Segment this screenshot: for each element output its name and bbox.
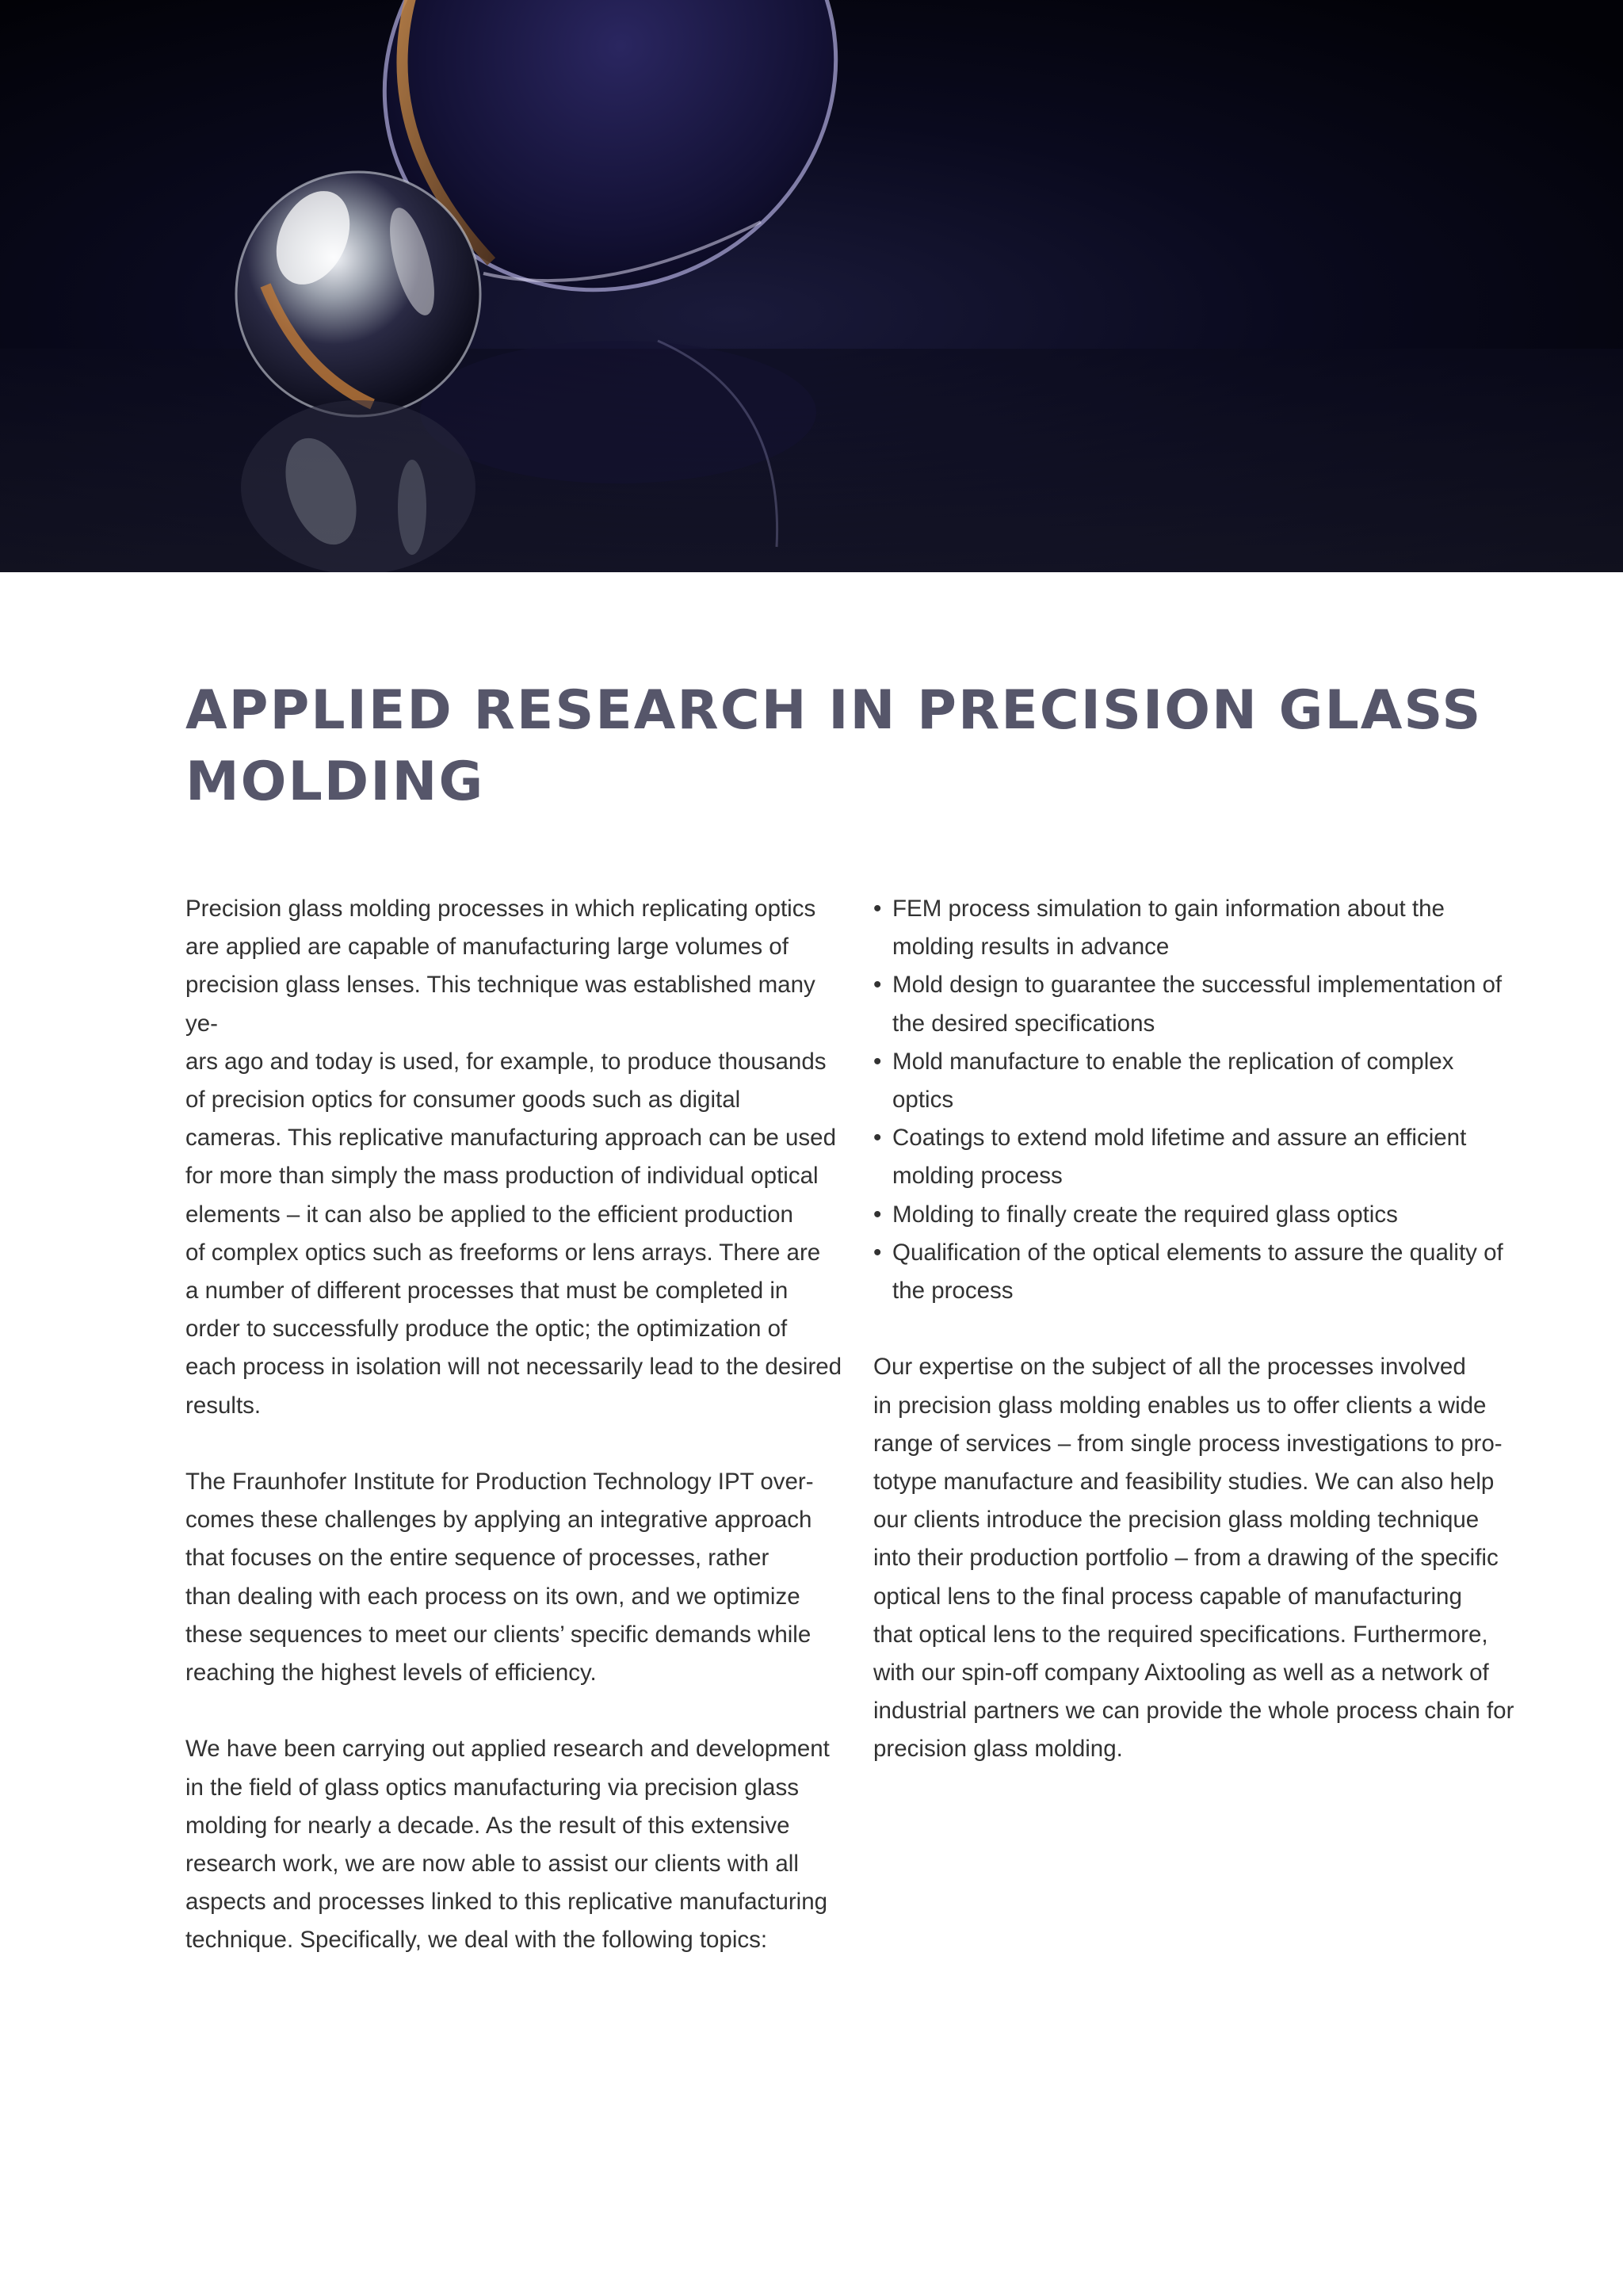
intro-paragraph: Precision glass molding processes in which replicating optics are applied are capable of manufacturing large volumes of precision glass lenses. This technique was established many ye- ars ago and today is used, for example, to produce thousands of precision optics for consumer goods such as digital cameras. This replicative manufacturing approach can be used for more than simply the mass production of individual optical elements – it can also be applied to the efficient production of complex optics such as freeforms or lens arrays. There are a number of different processes that must be completed in order to successfully produce the optic; the optimization of each process in isolation will not necessarily lead to the desired results.	[185, 896, 842, 1419]
list-item	[873, 1234, 1539, 1310]
list-item-text: Mold manufacture to enable the replication of complex optics	[892, 1048, 1454, 1114]
list-item	[873, 890, 1539, 966]
list-item-text: Mold design to guarantee the successful implementation of the desired specifications	[892, 972, 1503, 1037]
research-paragraph: We have been carrying out applied research and development in the field of glass optics manufacturing via precision glass molding for nearly a decade. As the result of this extensive research work, we are now able to assist our clients with all aspects and processes linked to this replicative manufacturing technique. Specifically, we deal with the following topics:	[185, 1736, 830, 1954]
glass-optics-image	[0, 0, 1623, 572]
expertise-paragraph: Our expertise on the subject of all the processes involved in precision glass molding enables us to offer clients a wide range of services – from single process investigations to pro- totype manufacture and feasibility studies. We can also help our clients introduce the precision glass molding technique into their production portfolio – from a drawing of the specific optical lens to the final process capable of manufacturing that optical lens to the required specifications. Furthermore, with our spin-off company Aixtooling as well as a network of industrial partners we can provide the whole process chain for precision glass molding.	[873, 1354, 1514, 1763]
list-item-text: Qualification of the optical elements to assure the quality of the process	[892, 1239, 1503, 1305]
bullet-icon: •	[873, 1048, 882, 1075]
list-item	[873, 1196, 1539, 1234]
list-item-text: FEM process simulation to gain information about the molding results in advance	[892, 896, 1445, 961]
list-item	[873, 1119, 1539, 1195]
left-column	[185, 890, 853, 1960]
bullet-icon: •	[873, 1125, 882, 1152]
bullet-icon: •	[873, 896, 882, 922]
topics-list	[873, 890, 1539, 1310]
list-item	[873, 966, 1539, 1042]
list-item-text: Coatings to extend mold lifetime and assure an efficient molding process	[892, 1125, 1467, 1190]
page-title: APPLIED RESEARCH IN PRECISION GLASS MOLDING	[185, 679, 1483, 813]
header-photo	[0, 0, 1623, 572]
list-item-text: Molding to finally create the required glass optics	[892, 1201, 1398, 1228]
bullet-icon: •	[873, 972, 882, 999]
approach-paragraph: The Fraunhofer Institute for Production Technology IPT over- comes these challenges by applying an integrative approach that focuses on the entire sequence of processes, rather than dealing with each process on its own, and we optimize these sequences to meet our clients’ specific demands while reaching the highest levels of efficiency.	[185, 1469, 814, 1687]
bullet-icon: •	[873, 1201, 882, 1228]
right-column	[873, 890, 1539, 1769]
bullet-icon: •	[873, 1239, 882, 1266]
list-item	[873, 1043, 1539, 1119]
